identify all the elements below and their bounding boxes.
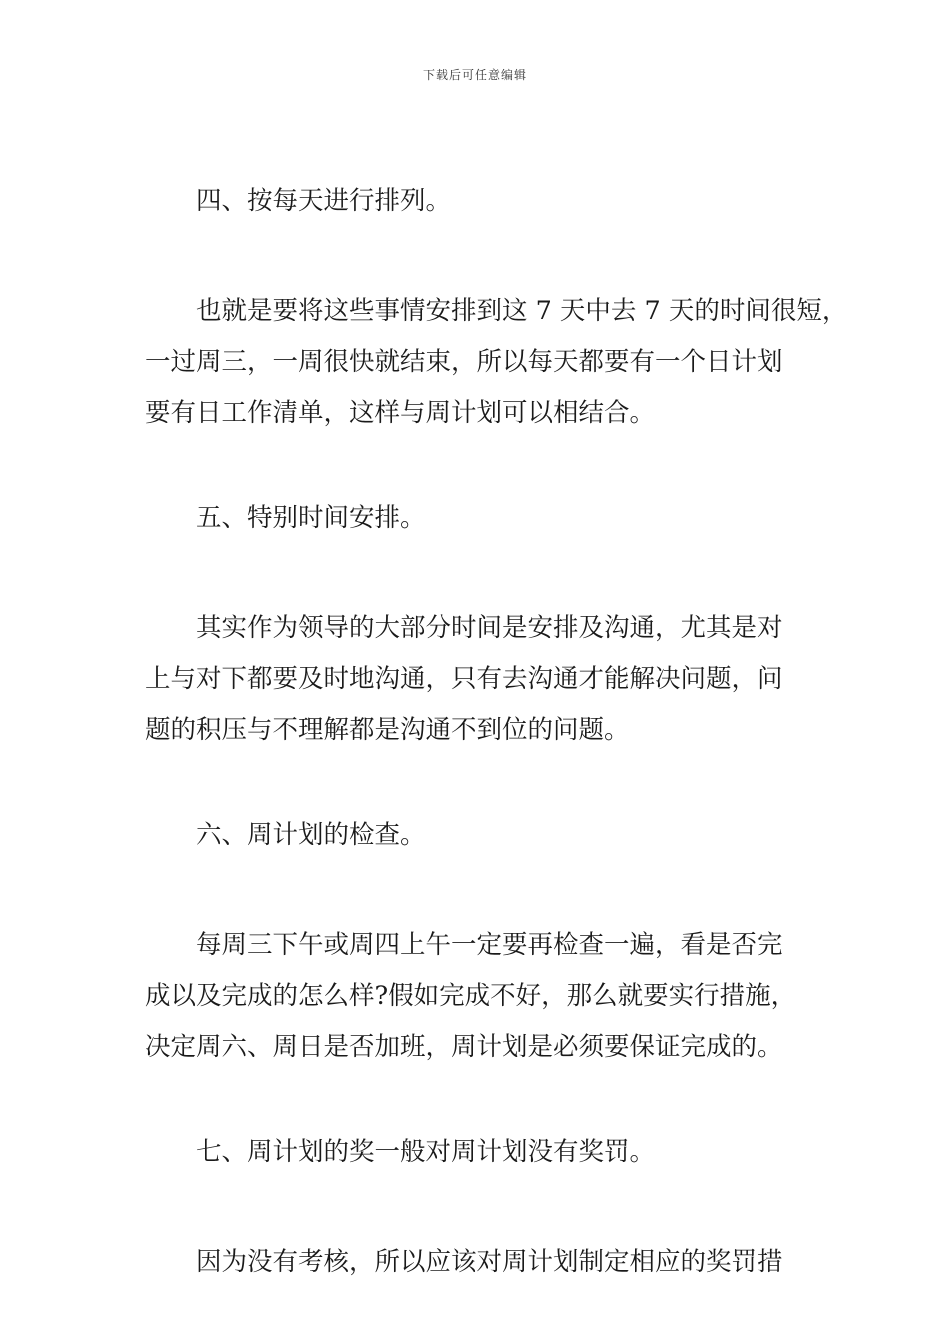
paragraph-line: 上与对下都要及时地沟通，只有去沟通才能解决问题，问 bbox=[145, 664, 783, 694]
paragraph-line: 决定周六、周日是否加班，周计划是必须要保证完成的。 bbox=[145, 1032, 783, 1062]
paragraph-line: 成以及完成的怎么样?假如完成不好，那么就要实行措施， bbox=[145, 981, 797, 1011]
section-paragraph bbox=[145, 920, 815, 1073]
section-heading: 四、按每天进行排列。 bbox=[196, 186, 452, 216]
section-paragraph bbox=[145, 286, 848, 439]
paragraph-line: 因为没有考核，所以应该对周计划制定相应的奖罚措 bbox=[196, 1247, 783, 1277]
document-body bbox=[145, 176, 848, 1288]
section-paragraph bbox=[145, 603, 815, 756]
paragraph-line: 题的积压与不理解都是沟通不到位的问题。 bbox=[145, 715, 630, 745]
paragraph-line: 也就是要将这些事情安排到这 7 天中去 7 天的时间很短， bbox=[196, 296, 848, 326]
section-heading: 六、周计划的检查。 bbox=[196, 820, 426, 850]
page-header: 下载后可任意编辑 bbox=[422, 68, 527, 82]
paragraph-line: 其实作为领导的大部分时间是安排及沟通，尤其是对 bbox=[196, 613, 783, 643]
paragraph-line: 每周三下午或周四上午一定要再检查一遍，看是否完 bbox=[196, 930, 783, 960]
paragraph-line: 一过周三，一周很快就结束，所以每天都要有一个日计划 bbox=[145, 347, 783, 377]
section-heading: 七、周计划的奖一般对周计划没有奖罚。 bbox=[196, 1137, 656, 1167]
section-paragraph bbox=[145, 1237, 815, 1288]
paragraph-line: 要有日工作清单，这样与周计划可以相结合。 bbox=[145, 398, 656, 428]
section-heading: 五、特别时间安排。 bbox=[196, 503, 426, 533]
